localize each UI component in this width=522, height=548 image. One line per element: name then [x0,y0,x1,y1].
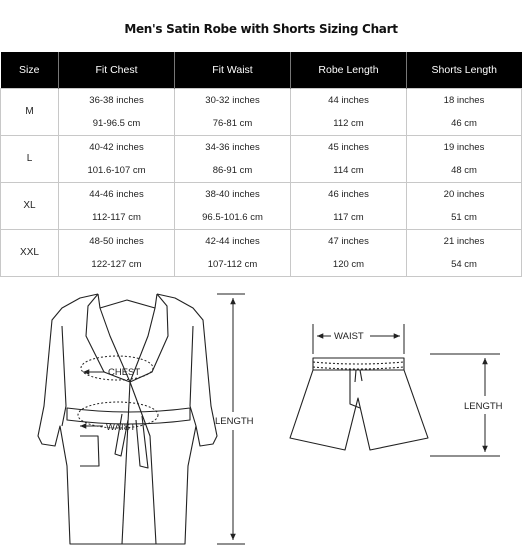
table-header-row [1,52,522,88]
shorts-waist-label: WAIST [334,331,364,342]
measurement-illustration [0,286,522,548]
shorts-drawing [290,358,428,450]
header-fit-waist: Fit Waist [175,52,291,88]
shorts-cm: 54 cm [451,258,477,270]
shorts-length-cell [407,229,522,276]
chest-cm: 91-96.5 cm [92,117,141,129]
size-cell: M [1,88,59,135]
table-row [1,229,522,276]
shorts-cm: 48 cm [451,164,477,176]
robe-cm: 117 cm [333,211,364,223]
shorts-inches: 21 inches [443,235,485,247]
chest-cell [59,135,175,182]
chest-inches: 40-42 inches [89,141,144,153]
waist-inches: 38-40 inches [205,188,260,200]
robe-cm: 112 cm [333,117,364,129]
robe-length-cell [291,88,407,135]
waist-measurement [78,402,158,433]
header-shorts-length: Shorts Length [407,52,522,88]
shorts-length-cell [407,182,522,229]
robe-pocket [80,436,99,466]
shorts-inches: 19 inches [443,141,485,153]
waist-cell [175,135,291,182]
waist-cm: 76-81 cm [212,117,253,129]
size-cell: XXL [1,229,59,276]
header-robe-length: Robe Length [291,52,407,88]
waist-cm: 96.5-101.6 cm [202,211,263,223]
shorts-length-cell [407,88,522,135]
waist-cell [175,88,291,135]
chest-cm: 122-127 cm [91,258,142,270]
robe-chest-label: CHEST [108,367,141,378]
chest-inches: 48-50 inches [89,235,144,247]
robe-length-cell [291,182,407,229]
waist-cell [175,229,291,276]
size-cell: L [1,135,59,182]
robe-length-measurement [215,294,254,544]
robe-inches: 47 inches [328,235,369,247]
chest-cell [59,229,175,276]
chest-cm: 101.6-107 cm [87,164,146,176]
chest-inches: 36-38 inches [89,94,144,106]
table-row [1,88,522,135]
size-cell: XL [1,182,59,229]
header-size: Size [1,52,59,88]
shorts-inches: 18 inches [443,94,485,106]
table-row [1,182,522,229]
robe-length-cell [291,135,407,182]
chest-inches: 44-46 inches [89,188,144,200]
header-fit-chest: Fit Chest [59,52,175,88]
waist-cm: 86-91 cm [212,164,253,176]
robe-inches: 46 inches [328,188,369,200]
robe-inches: 44 inches [328,94,369,106]
robe-drawing [38,294,217,544]
shorts-waist-measurement [313,324,404,354]
waist-cell [175,182,291,229]
waist-inches: 34-36 inches [205,141,260,153]
chest-cell [59,88,175,135]
robe-waist-label: WAIST [106,422,136,433]
shorts-length-label: LENGTH [464,401,503,412]
size-table [0,52,522,277]
chest-cell [59,182,175,229]
shorts-length-measurement [430,354,503,456]
shorts-length-cell [407,135,522,182]
robe-length-label: LENGTH [215,416,254,427]
robe-cm: 114 cm [333,164,364,176]
waist-inches: 42-44 inches [205,235,260,247]
robe-inches: 45 inches [328,141,369,153]
chest-cm: 112-117 cm [92,211,141,223]
shorts-outline [290,370,428,450]
shorts-cm: 51 cm [451,211,477,223]
robe-length-cell [291,229,407,276]
chart-title: Men's Satin Robe with Shorts Sizing Chart [124,22,398,36]
waist-inches: 30-32 inches [205,94,260,106]
shorts-inches: 20 inches [443,188,485,200]
waist-cm: 107-112 cm [207,258,258,270]
table-row [1,135,522,182]
robe-cm: 120 cm [332,258,365,270]
shorts-cm: 46 cm [451,117,477,129]
